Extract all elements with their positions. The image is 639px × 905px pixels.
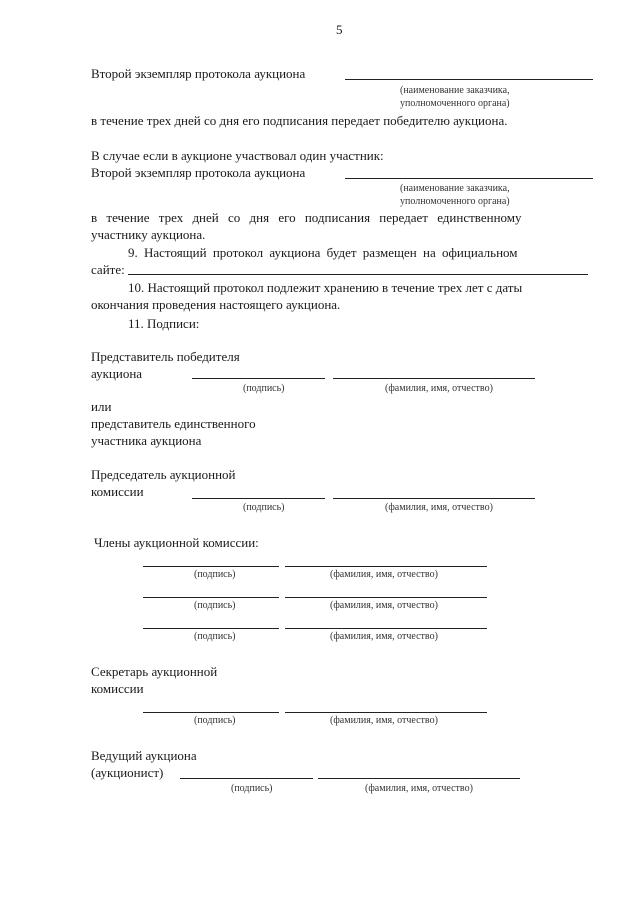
secretary-fio-line xyxy=(285,712,487,713)
chairman-line-1: Председатель аукционной xyxy=(91,467,236,482)
auctioneer-fio-line xyxy=(318,778,520,779)
customer-name-caption-2: уполномоченного органа) xyxy=(400,98,510,109)
winner-fio-caption: (фамилия, имя, отчество) xyxy=(385,383,493,394)
or-label: или xyxy=(91,399,112,414)
member-1-fio-line xyxy=(285,566,487,567)
member-3-fio-line xyxy=(285,628,487,629)
members-label: Члены аукционной комиссии: xyxy=(94,535,259,550)
member-1-fio-caption: (фамилия, имя, отчество) xyxy=(330,569,438,580)
single-participant-heading: В случае если в аукционе участвовал один участник: xyxy=(91,148,384,163)
auctioneer-fio-caption: (фамилия, имя, отчество) xyxy=(365,783,473,794)
auctioneer-line-1: Ведущий аукциона xyxy=(91,748,197,763)
chairman-fio-line xyxy=(333,498,535,499)
copy-to-single-tail-2: участнику аукциона. xyxy=(91,227,206,242)
member-2-signature-caption: (подпись) xyxy=(194,600,236,611)
copy-to-single-tail-1: в течение трех дней со дня его подписания передает единственному xyxy=(91,210,522,225)
winner-fio-line xyxy=(333,378,535,379)
official-site-line xyxy=(128,274,588,275)
chairman-fio-caption: (фамилия, имя, отчество) xyxy=(385,502,493,513)
winner-signature-caption: (подпись) xyxy=(243,383,285,394)
customer-name-line-2 xyxy=(345,178,593,179)
copy-to-winner-lead: Второй экземпляр протокола аукциона xyxy=(91,66,306,81)
customer-name-line xyxy=(345,79,593,80)
member-1-signature-caption: (подпись) xyxy=(194,569,236,580)
chairman-line-2: комиссии xyxy=(91,484,144,499)
member-1-signature-line xyxy=(143,566,279,567)
secretary-line-2: комиссии xyxy=(91,681,144,696)
secretary-signature-caption: (подпись) xyxy=(194,715,236,726)
chairman-signature-caption: (подпись) xyxy=(243,502,285,513)
winner-rep-line-1: Представитель победителя xyxy=(91,349,240,364)
item-10-line-1: 10. Настоящий протокол подлежит хранению в течение трех лет с даты xyxy=(128,280,523,295)
secretary-fio-caption: (фамилия, имя, отчество) xyxy=(330,715,438,726)
item-9-line-2: сайте: xyxy=(91,262,125,277)
item-9-line-1: 9. Настоящий протокол аукциона будет размещен на официальном xyxy=(128,245,518,260)
single-rep-line-1: представитель единственного xyxy=(91,416,256,431)
member-3-fio-caption: (фамилия, имя, отчество) xyxy=(330,631,438,642)
member-3-signature-caption: (подпись) xyxy=(194,631,236,642)
auctioneer-line-2: (аукционист) xyxy=(91,765,164,780)
chairman-signature-line xyxy=(192,498,325,499)
member-2-signature-line xyxy=(143,597,279,598)
customer-name-caption-1: (наименование заказчика, xyxy=(400,85,510,96)
auctioneer-signature-caption: (подпись) xyxy=(231,783,273,794)
copy-to-winner-tail: в течение трех дней со дня его подписания передает победителю аукциона. xyxy=(91,113,508,128)
member-2-fio-line xyxy=(285,597,487,598)
item-11-signatures: 11. Подписи: xyxy=(128,316,200,331)
member-3-signature-line xyxy=(143,628,279,629)
secretary-line-1: Секретарь аукционной xyxy=(91,664,218,679)
customer-name-caption-3: (наименование заказчика, xyxy=(400,183,510,194)
auctioneer-signature-line xyxy=(180,778,313,779)
copy-to-single-lead: Второй экземпляр протокола аукциона xyxy=(91,165,306,180)
secretary-signature-line xyxy=(143,712,279,713)
customer-name-caption-4: уполномоченного органа) xyxy=(400,196,510,207)
item-10-line-2: окончания проведения настоящего аукциона. xyxy=(91,297,341,312)
page-number: 5 xyxy=(336,22,343,37)
winner-rep-line-2: аукциона xyxy=(91,366,143,381)
member-2-fio-caption: (фамилия, имя, отчество) xyxy=(330,600,438,611)
winner-signature-line xyxy=(192,378,325,379)
single-rep-line-2: участника аукциона xyxy=(91,433,202,448)
